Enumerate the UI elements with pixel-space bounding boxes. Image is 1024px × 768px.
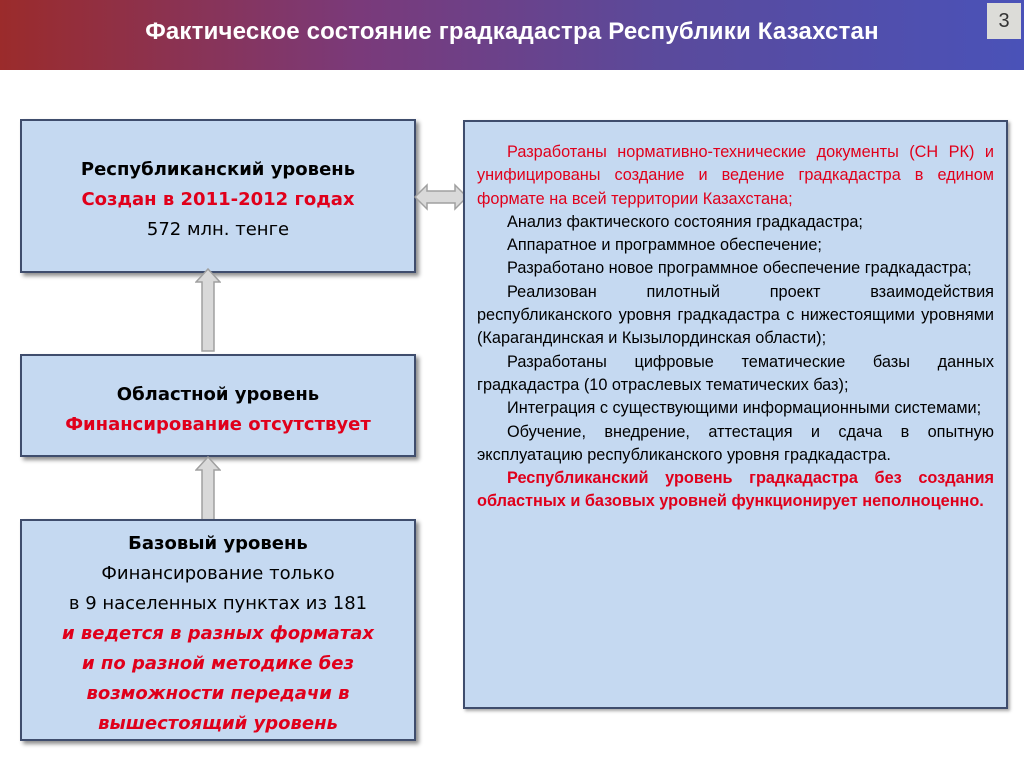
up-arrow-icon: [195, 268, 221, 352]
details-box: [463, 120, 1008, 709]
details-item: Аппаратное и программное обеспечение;: [507, 236, 822, 255]
base-level-title: Базовый уровень: [128, 533, 308, 554]
republic-level-box: [20, 119, 416, 273]
base-level-note: и ведется в разных форматах: [61, 623, 375, 644]
page-title: Фактическое состояние градкадастра Республики Казахстан: [145, 18, 879, 45]
base-level-note: и по разной методике без: [82, 653, 354, 674]
details-item: Анализ фактического состояния градкадастра;: [507, 212, 863, 231]
details-item: Интеграция с существующими информационными системами;: [507, 399, 982, 418]
details-conclusion: Республиканский уровень градкадастра без создания областных и базовых уровней функционирует неполноценно.: [477, 469, 994, 511]
republic-level-created: Создан в 2011-2012 годах: [81, 189, 355, 210]
regional-level-title: Областной уровень: [116, 384, 320, 405]
details-item: Реализован пилотный проект взаимодействия республиканского уровня градкадастра с нижестоящими уровнями (Карагандинская и Кызылординская области);: [477, 282, 994, 348]
double-arrow-icon: [414, 183, 468, 211]
regional-level-funding: Финансирование отсутствует: [65, 414, 371, 435]
base-level-settlements: в 9 населенных пунктах из 181: [68, 593, 368, 614]
base-level-funding: Финансирование только: [101, 563, 335, 584]
header-bar: [0, 0, 1024, 70]
republic-level-title: Республиканский уровень: [80, 159, 356, 180]
details-item: Разработаны нормативно-технические документы (СН РК) и унифицированы создание и ведение градкадастра в едином формате на всей территории Казахстана;: [477, 143, 994, 208]
base-level-note: возможности передачи в: [86, 683, 350, 704]
base-level-note: вышестоящий уровень: [98, 713, 338, 734]
base-level-box: [20, 519, 416, 741]
details-item: Обучение, внедрение, аттестация и сдача в опытную эксплуатацию республиканского уровня градкадастра.: [477, 422, 994, 464]
details-item: Разработано новое программное обеспечение градкадастра;: [507, 259, 972, 278]
page-number: 3: [987, 3, 1021, 39]
regional-level-box: [20, 354, 416, 457]
details-item: Разработаны цифровые тематические базы данных градкадастра (10 отраслевых тематических баз);: [477, 352, 994, 394]
up-arrow-icon: [195, 456, 221, 522]
republic-level-cost: 572 млн. тенге: [146, 219, 290, 240]
